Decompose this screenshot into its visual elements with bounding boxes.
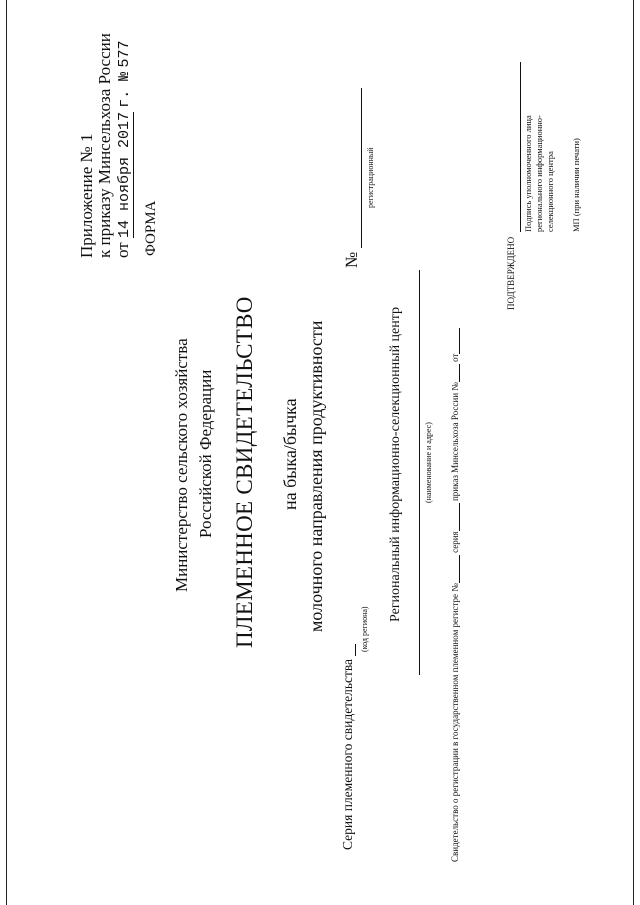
registration-line: Свидетельство о регистрации в государственном племенном регистре № серия приказ Минсельхоза России № от <box>449 328 460 862</box>
appendix-date-line: от 14 ноября 2017 г. № 577 <box>113 40 133 258</box>
order-number: 577 <box>116 40 133 68</box>
series-caption: (код региона) <box>360 606 369 652</box>
number-blank-line <box>342 88 362 248</box>
certificate-subtitle-animal: на быка/бычка <box>280 398 300 510</box>
signature-line2: регионального информационно- <box>534 115 544 232</box>
appendix-title: Приложение № 1 <box>77 133 96 258</box>
form-label: ФОРМА <box>143 200 159 256</box>
order-date: 14 ноября 2017 <box>116 112 133 239</box>
confirmed-label: ПОДТВЕРЖДЕНО <box>506 236 516 310</box>
stamp-label: МП (при наличии печати) <box>571 138 581 232</box>
number-caption: регистрационный <box>366 147 375 208</box>
signature-line3: селекционного центра <box>545 151 555 232</box>
certificate-subtitle-direction: молочного направления продуктивности <box>306 320 326 632</box>
series-field: Серия племенного свидетельства <box>340 644 356 850</box>
ministry-line1: Министерство сельского хозяйства <box>172 338 191 592</box>
signature-line <box>520 62 521 232</box>
ministry-line2: Российской Федерации <box>196 369 215 538</box>
certificate-title: ПЛЕМЕННОЕ СВИДЕТЕЛЬСТВО <box>232 296 257 648</box>
center-blank-line <box>419 270 420 675</box>
signature-line1: Подпись уполномоченного лица <box>523 115 533 232</box>
center-title: Региональный информационно-селекционный центр <box>388 306 403 622</box>
number-field: № <box>342 88 362 268</box>
appendix-order-line: к приказу Минсельхоза России <box>95 33 114 258</box>
center-caption: (наименование и адрес) <box>424 422 433 503</box>
series-blank-line <box>340 644 356 656</box>
